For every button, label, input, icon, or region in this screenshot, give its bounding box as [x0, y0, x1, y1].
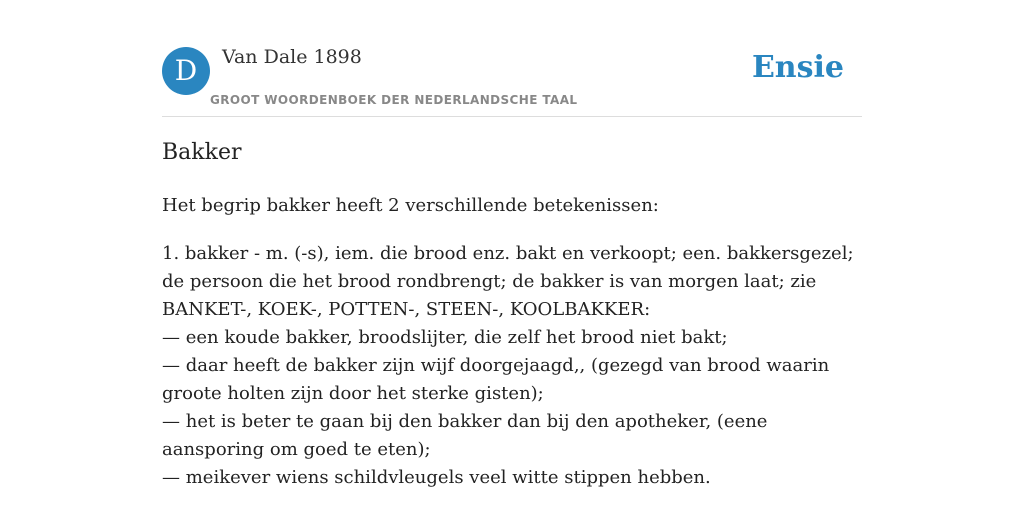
definition-line: 1. bakker - m. (-s), iem. die brood enz. bakt en verkoopt; een. bakkersgezel; de persoon die het brood rondbrengt; de bakker is van morgen laat; zie BANKET-, KOEK-, POTTEN-, STEEN-, KOOLBAKKER: — [162, 243, 854, 320]
definition-line: — daar heeft de bakker zijn wijf doorgejaagd,, (gezegd van brood waarin groote holten zijn door het sterke gisten); — [162, 355, 830, 404]
site-subtitle: GROOT WOORDENBOEK DER NEDERLANDSCHE TAAL — [210, 93, 578, 107]
ensie-brand-logo[interactable]: Ensie — [751, 50, 844, 85]
entry-intro: Het begrip bakker heeft 2 verschillende betekenissen: — [162, 195, 659, 216]
site-header — [162, 0, 862, 117]
definition-line: — een koude bakker, broodslijter, die zelf het brood niet bakt; — [162, 327, 728, 348]
definition-line: — meikever wiens schildvleugels veel witte stippen hebben. — [162, 467, 711, 488]
definition-line: — het is beter te gaan bij den bakker dan bij den apotheker, (eene aansporing om goed te eten); — [162, 411, 768, 460]
entry-definition — [162, 240, 862, 492]
page-container — [162, 0, 862, 512]
site-title[interactable]: Van Dale 1898 — [222, 46, 362, 68]
site-logo[interactable]: D — [162, 47, 210, 95]
entry-title: Bakker — [162, 140, 242, 165]
